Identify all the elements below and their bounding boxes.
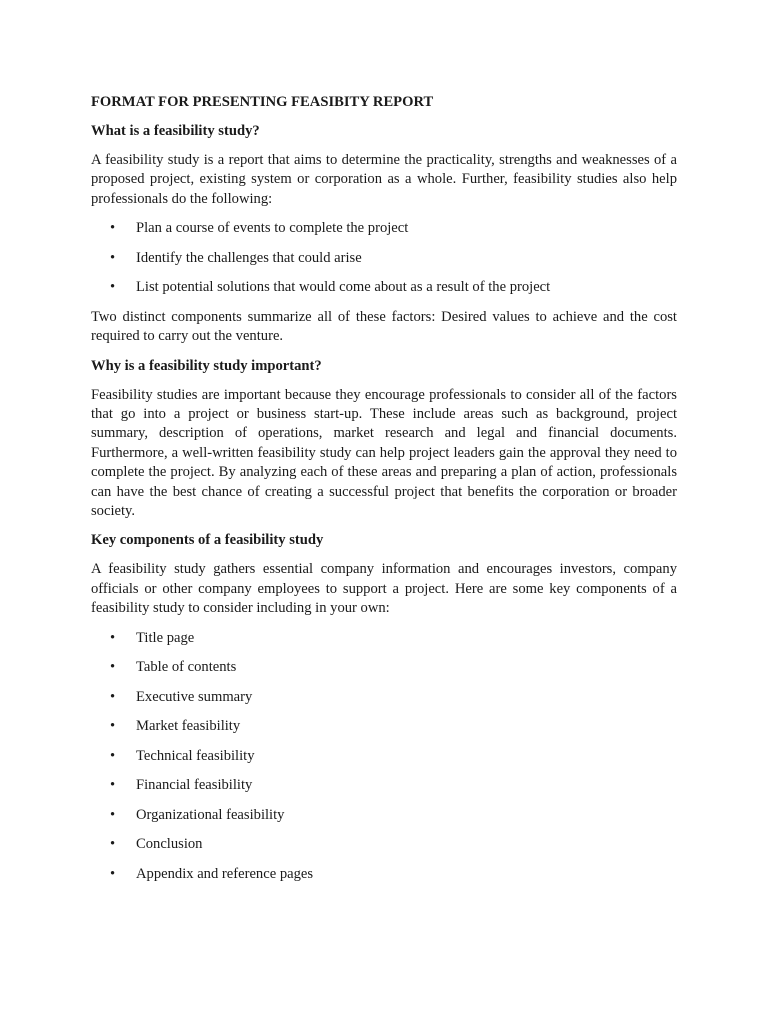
list-item (91, 717, 677, 737)
list-item-text: Plan a course of events to complete the project (136, 220, 409, 237)
list-item (91, 747, 677, 767)
list-item-text: Executive summary (136, 688, 253, 705)
bullet-list-purposes (91, 219, 677, 298)
bullet-icon: • (110, 659, 116, 676)
section-heading-what-is: What is a feasibility study? (91, 123, 260, 139)
bullet-icon: • (110, 747, 116, 764)
list-item-text: Financial feasibility (136, 777, 253, 794)
paragraph-why-important: Feasibility studies are important because they encourage professionals to consider all of the factors that go into a project or business start-up. These include areas such as background, project summary, description of operations, market research and legal and financial documents. Furthermore, a well-written feasibility study can help project leaders gain the approval they need to complete the project. By analyzing each of these areas and preparing a plan of action, professionals can have the best chance of creating a successful project that benefits the corporation or broader society. (91, 386, 677, 519)
list-item-text: List potential solutions that would come about as a result of the project (136, 279, 551, 296)
paragraph-what-is: A feasibility study is a report that aims to determine the practicality, strengths and weaknesses of a proposed project, existing system or corporation as a whole. Further, feasibility studies also help professionals do the following: (91, 152, 677, 207)
bullet-icon: • (110, 220, 116, 237)
list-item (91, 249, 677, 269)
list-item (91, 658, 677, 678)
bullet-icon: • (110, 279, 116, 296)
bullet-icon: • (110, 718, 116, 735)
paragraph-components-summary: Two distinct components summarize all of these factors: Desired values to achieve and the cost required to carry out the venture. (91, 308, 677, 345)
section-heading-why-important: Why is a feasibility study important? (91, 357, 322, 374)
list-item-text: Technical feasibility (136, 747, 255, 764)
list-item (91, 219, 677, 239)
list-item (91, 806, 677, 826)
bullet-icon: • (110, 249, 116, 266)
list-item-text: Identify the challenges that could arise (136, 249, 362, 266)
list-item-text: Appendix and reference pages (136, 865, 314, 882)
list-item (91, 278, 677, 298)
document-page (91, 93, 677, 894)
bullet-icon: • (110, 865, 116, 882)
list-item-text: Conclusion (136, 836, 203, 853)
bullet-icon: • (110, 836, 116, 853)
bullet-icon: • (110, 629, 116, 646)
list-item-text: Organizational feasibility (136, 806, 285, 823)
list-item (91, 629, 677, 649)
list-item (91, 688, 677, 708)
bullet-icon: • (110, 777, 116, 794)
bullet-icon: • (110, 688, 116, 705)
list-item-text: Table of contents (136, 659, 237, 676)
bullet-icon: • (110, 806, 116, 823)
list-item (91, 776, 677, 796)
bullet-list-key-components (91, 629, 677, 885)
list-item-text: Market feasibility (136, 718, 241, 735)
section-heading-key-components: Key components of a feasibility study (91, 532, 324, 549)
list-item (91, 865, 677, 885)
list-item-text: Title page (136, 629, 195, 646)
list-item (91, 835, 677, 855)
paragraph-key-components: A feasibility study gathers essential company information and encourages investors, company officials or other company employees to support a project. Here are some key components of a feasibility study to consider including in your own: (91, 561, 677, 617)
document-title: FORMAT FOR PRESENTING FEASIBITY REPORT (91, 94, 434, 110)
